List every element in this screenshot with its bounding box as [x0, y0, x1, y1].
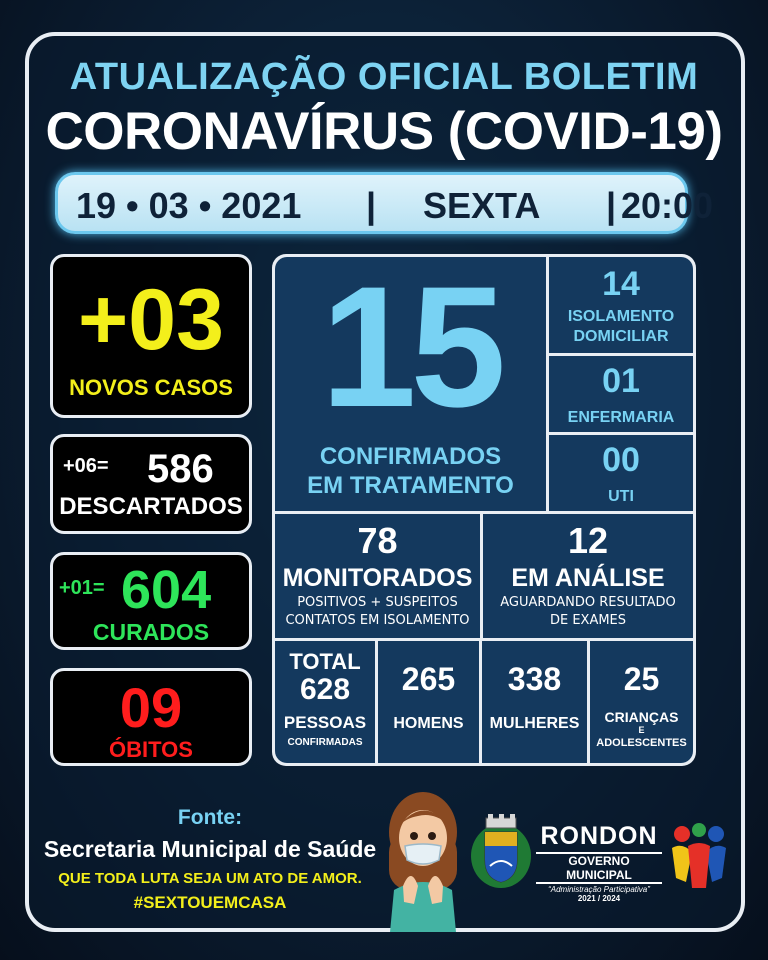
deaths-card	[50, 668, 252, 766]
under-analysis-cell	[483, 514, 693, 638]
home-isolation-line1: ISOLAMENTO	[567, 308, 675, 325]
header-subtitle: CORONAVÍRUS (COVID-19)	[45, 102, 723, 161]
discarded-card	[50, 434, 252, 534]
confirmed-label: CONFIRMADAS	[287, 737, 363, 748]
source-org: Secretaria Municipal de Saúde	[43, 836, 377, 862]
monitored-sublabel	[275, 594, 480, 630]
children-label: CRIANÇAS	[604, 709, 679, 725]
icu-value: 00	[602, 441, 640, 479]
confirmed-label-line1: CONFIRMADOS	[319, 443, 502, 470]
bulletin-date: 19 • 03 • 2021	[76, 185, 302, 226]
recovered-card	[50, 552, 252, 650]
people-logo-icon	[668, 822, 730, 892]
under-analysis-sub-line2: DE EXAMES	[549, 613, 627, 629]
monitored-label: MONITORADOS	[282, 564, 473, 592]
deaths-label: ÓBITOS	[109, 737, 193, 762]
discarded-increment: +06=	[63, 455, 109, 477]
discarded-label: DESCARTADOS	[59, 493, 243, 520]
children-cell	[590, 641, 693, 763]
logo-slogan: “Administração Participativa”	[548, 885, 650, 894]
logo-term: 2021 / 2024	[577, 894, 621, 903]
men-value: 265	[401, 661, 456, 697]
total-value: 628	[299, 673, 351, 706]
rondon-logo	[536, 822, 662, 903]
people-label: PESSOAS	[283, 713, 367, 732]
under-analysis-value: 12	[567, 520, 609, 561]
bulletin-time: 20:00	[621, 185, 714, 226]
ward-label: ENFERMARIA	[567, 409, 675, 426]
under-analysis-sub-line1: AGUARDANDO RESULTADO	[500, 595, 676, 610]
monitored-sub-line2: CONTATOS EM ISOLAMENTO	[285, 613, 470, 629]
deaths-value: 09	[119, 676, 183, 739]
icu-cell	[549, 435, 693, 511]
new-cases-card	[50, 254, 252, 418]
stats-grid	[272, 251, 696, 766]
home-isolation-line2: DOMICILIAR	[573, 328, 669, 345]
icu-label: UTI	[608, 488, 634, 505]
under-analysis-sublabel	[483, 594, 693, 630]
men-cell	[378, 641, 479, 763]
home-isolation-label	[549, 307, 693, 347]
men-label: HOMENS	[393, 715, 464, 732]
discarded-value: 586	[147, 447, 214, 491]
under-analysis-label: EM ANÁLISE	[511, 564, 665, 592]
date-separator: |	[366, 185, 377, 226]
recovered-increment: +01=	[59, 577, 105, 599]
municipal-crest-icon	[470, 812, 532, 890]
logo-name: RONDON	[540, 822, 658, 850]
confirmed-treatment-cell	[275, 251, 546, 511]
teens-label: ADOLESCENTES	[596, 737, 687, 749]
monitored-cell	[275, 514, 480, 638]
home-isolation-cell	[549, 257, 693, 353]
children-value: 25	[623, 661, 660, 697]
and-label: E	[638, 725, 645, 735]
new-cases-value: +03	[78, 272, 224, 368]
recovered-label: CURADOS	[92, 619, 210, 645]
total-confirmed-cell	[275, 641, 375, 763]
masked-girl-illustration	[378, 786, 468, 932]
recovered-value: 604	[121, 560, 212, 620]
time-separator: |	[606, 185, 617, 226]
confirmed-treatment-label	[275, 443, 546, 501]
confirmed-label-line2: EM TRATAMENTO	[307, 471, 514, 499]
ward-cell	[549, 356, 693, 432]
women-value: 338	[507, 661, 562, 697]
source-hashtag: #SEXTOUEMCASA	[133, 893, 287, 912]
bulletin-weekday: SEXTA	[423, 185, 541, 226]
women-cell	[482, 641, 587, 763]
confirmed-treatment-value: 15	[320, 251, 501, 443]
source-motto: QUE TODA LUTA SEJA UM ATO DE AMOR.	[58, 870, 362, 887]
logo-subtitle: GOVERNO MUNICIPAL	[536, 852, 662, 884]
monitored-sub-line1: POSITIVOS + SUSPEITOS	[297, 595, 458, 610]
date-bar	[55, 172, 714, 234]
new-cases-label: NOVOS CASOS	[69, 375, 233, 400]
total-label: TOTAL	[289, 649, 361, 674]
source-label: Fonte:	[177, 806, 243, 829]
header-title: ATUALIZAÇÃO OFICIAL BOLETIM	[69, 56, 699, 98]
women-label: MULHERES	[489, 715, 580, 732]
home-isolation-value: 14	[602, 265, 640, 303]
ward-value: 01	[602, 362, 640, 400]
monitored-value: 78	[357, 520, 398, 561]
